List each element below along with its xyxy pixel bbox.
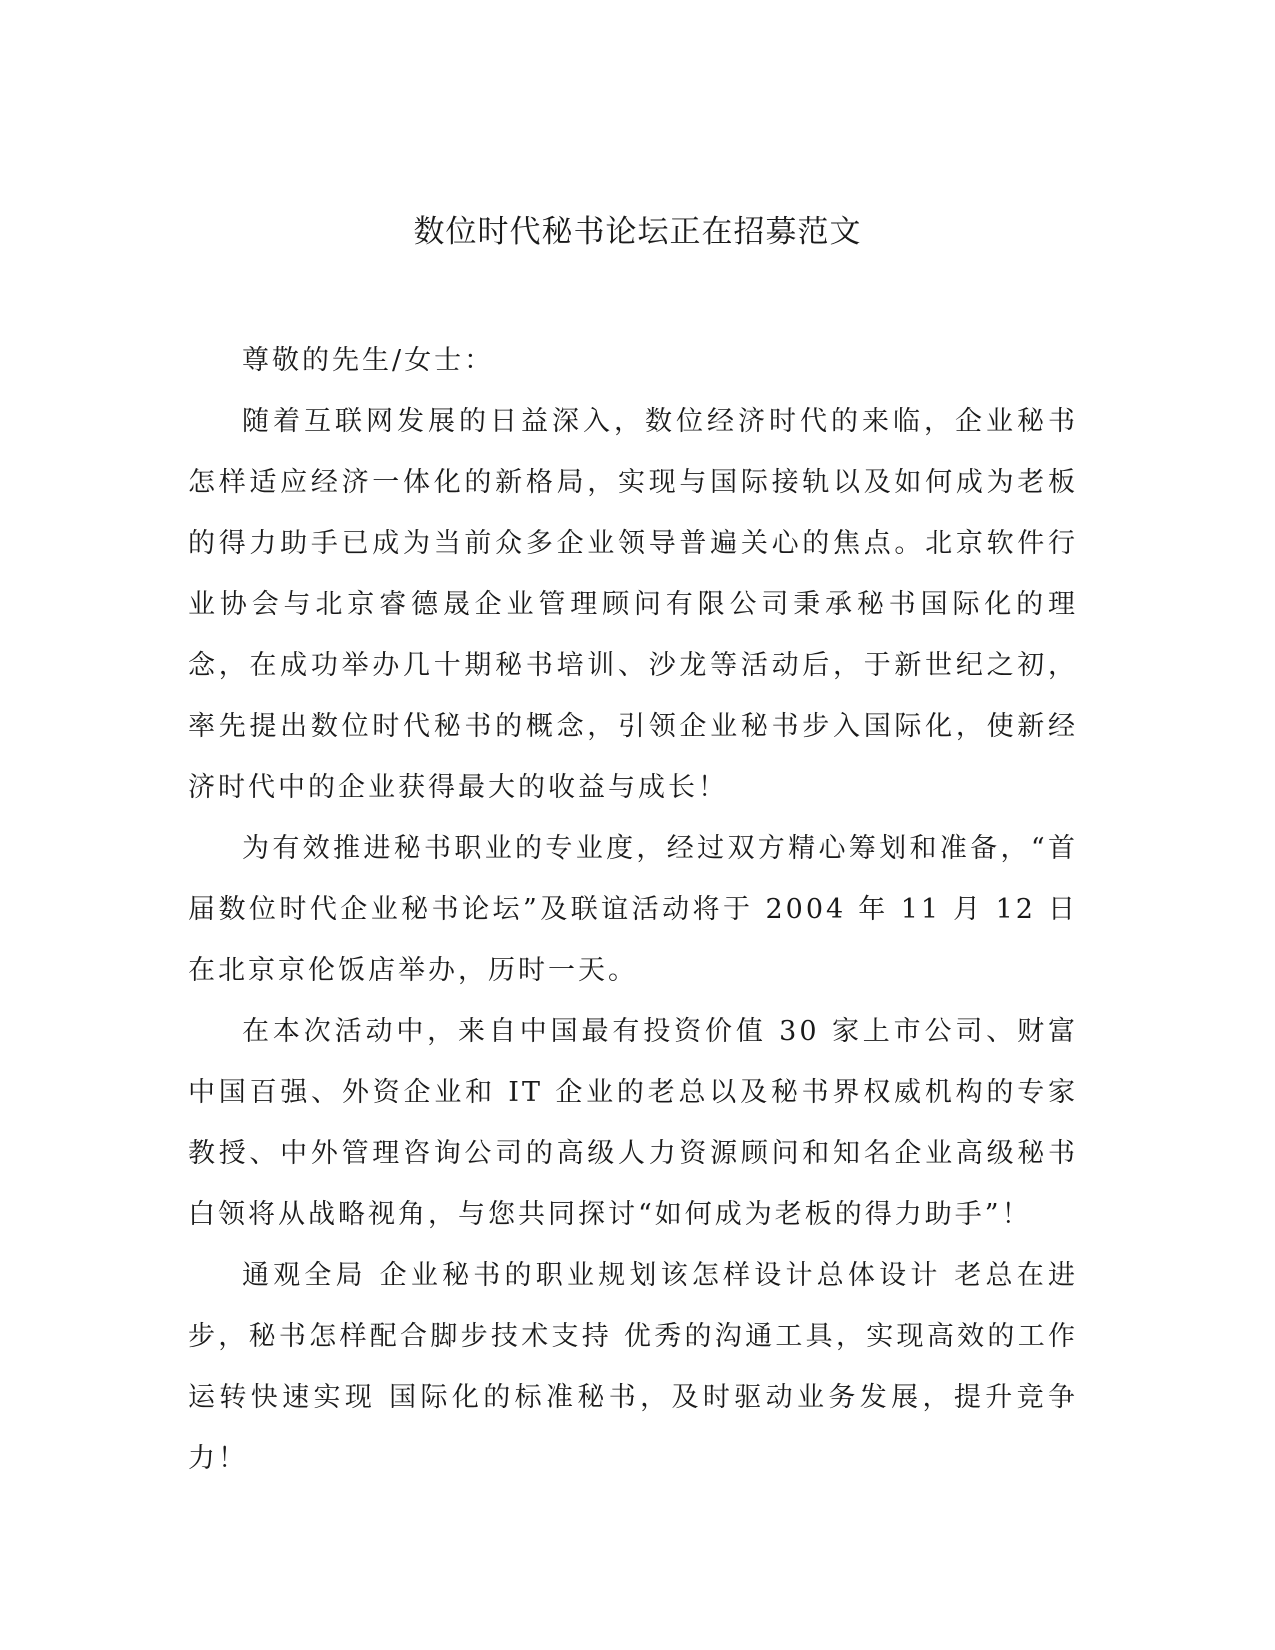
paragraph-topics: 通观全局 企业秘书的职业规划该怎样设计总体设计 老总在进步，秘书怎样配合脚步技术支持 优秀的沟通工具，实现高效的工作运转快速实现 国际化的标准秘书，及时驱动业务发展，提升竞争力！ — [188, 1260, 1078, 1474]
document-title: 数位时代秘书论坛正在招募范文 — [413, 214, 862, 250]
document-body — [188, 330, 1078, 1489]
paragraph-event: 为有效推进秘书职业的专业度，经过双方精心筹划和准备，“首届数位时代企业秘书论坛”及联谊活动将于 2004 年 11 月 12 日在北京京伦饭店举办，历时一天。 — [188, 833, 1078, 986]
paragraph-intro: 随着互联网发展的日益深入，数位经济时代的来临，企业秘书怎样适应经济一体化的新格局，实现与国际接轨以及如何成为老板的得力助手已成为当前众多企业领导普遍关心的焦点。北京软件行业协会与北京睿德晟企业管理顾问有限公司秉承秘书国际化的理念，在成功举办几十期秘书培训、沙龙等活动后，于新世纪之初，率先提出数位时代秘书的概念，引领企业秘书步入国际化，使新经济时代中的企业获得最大的收益与成长！ — [188, 406, 1078, 803]
paragraph-participants: 在本次活动中，来自中国最有投资价值 30 家上市公司、财富中国百强、外资企业和 IT 企业的老总以及秘书界权威机构的专家教授、中外管理咨询公司的高级人力资源顾问和知名企业高级秘书白领将从战略视角，与您共同探讨“如何成为老板的得力助手”！ — [188, 1016, 1078, 1230]
salutation: 尊敬的先生/女士： — [242, 345, 495, 376]
